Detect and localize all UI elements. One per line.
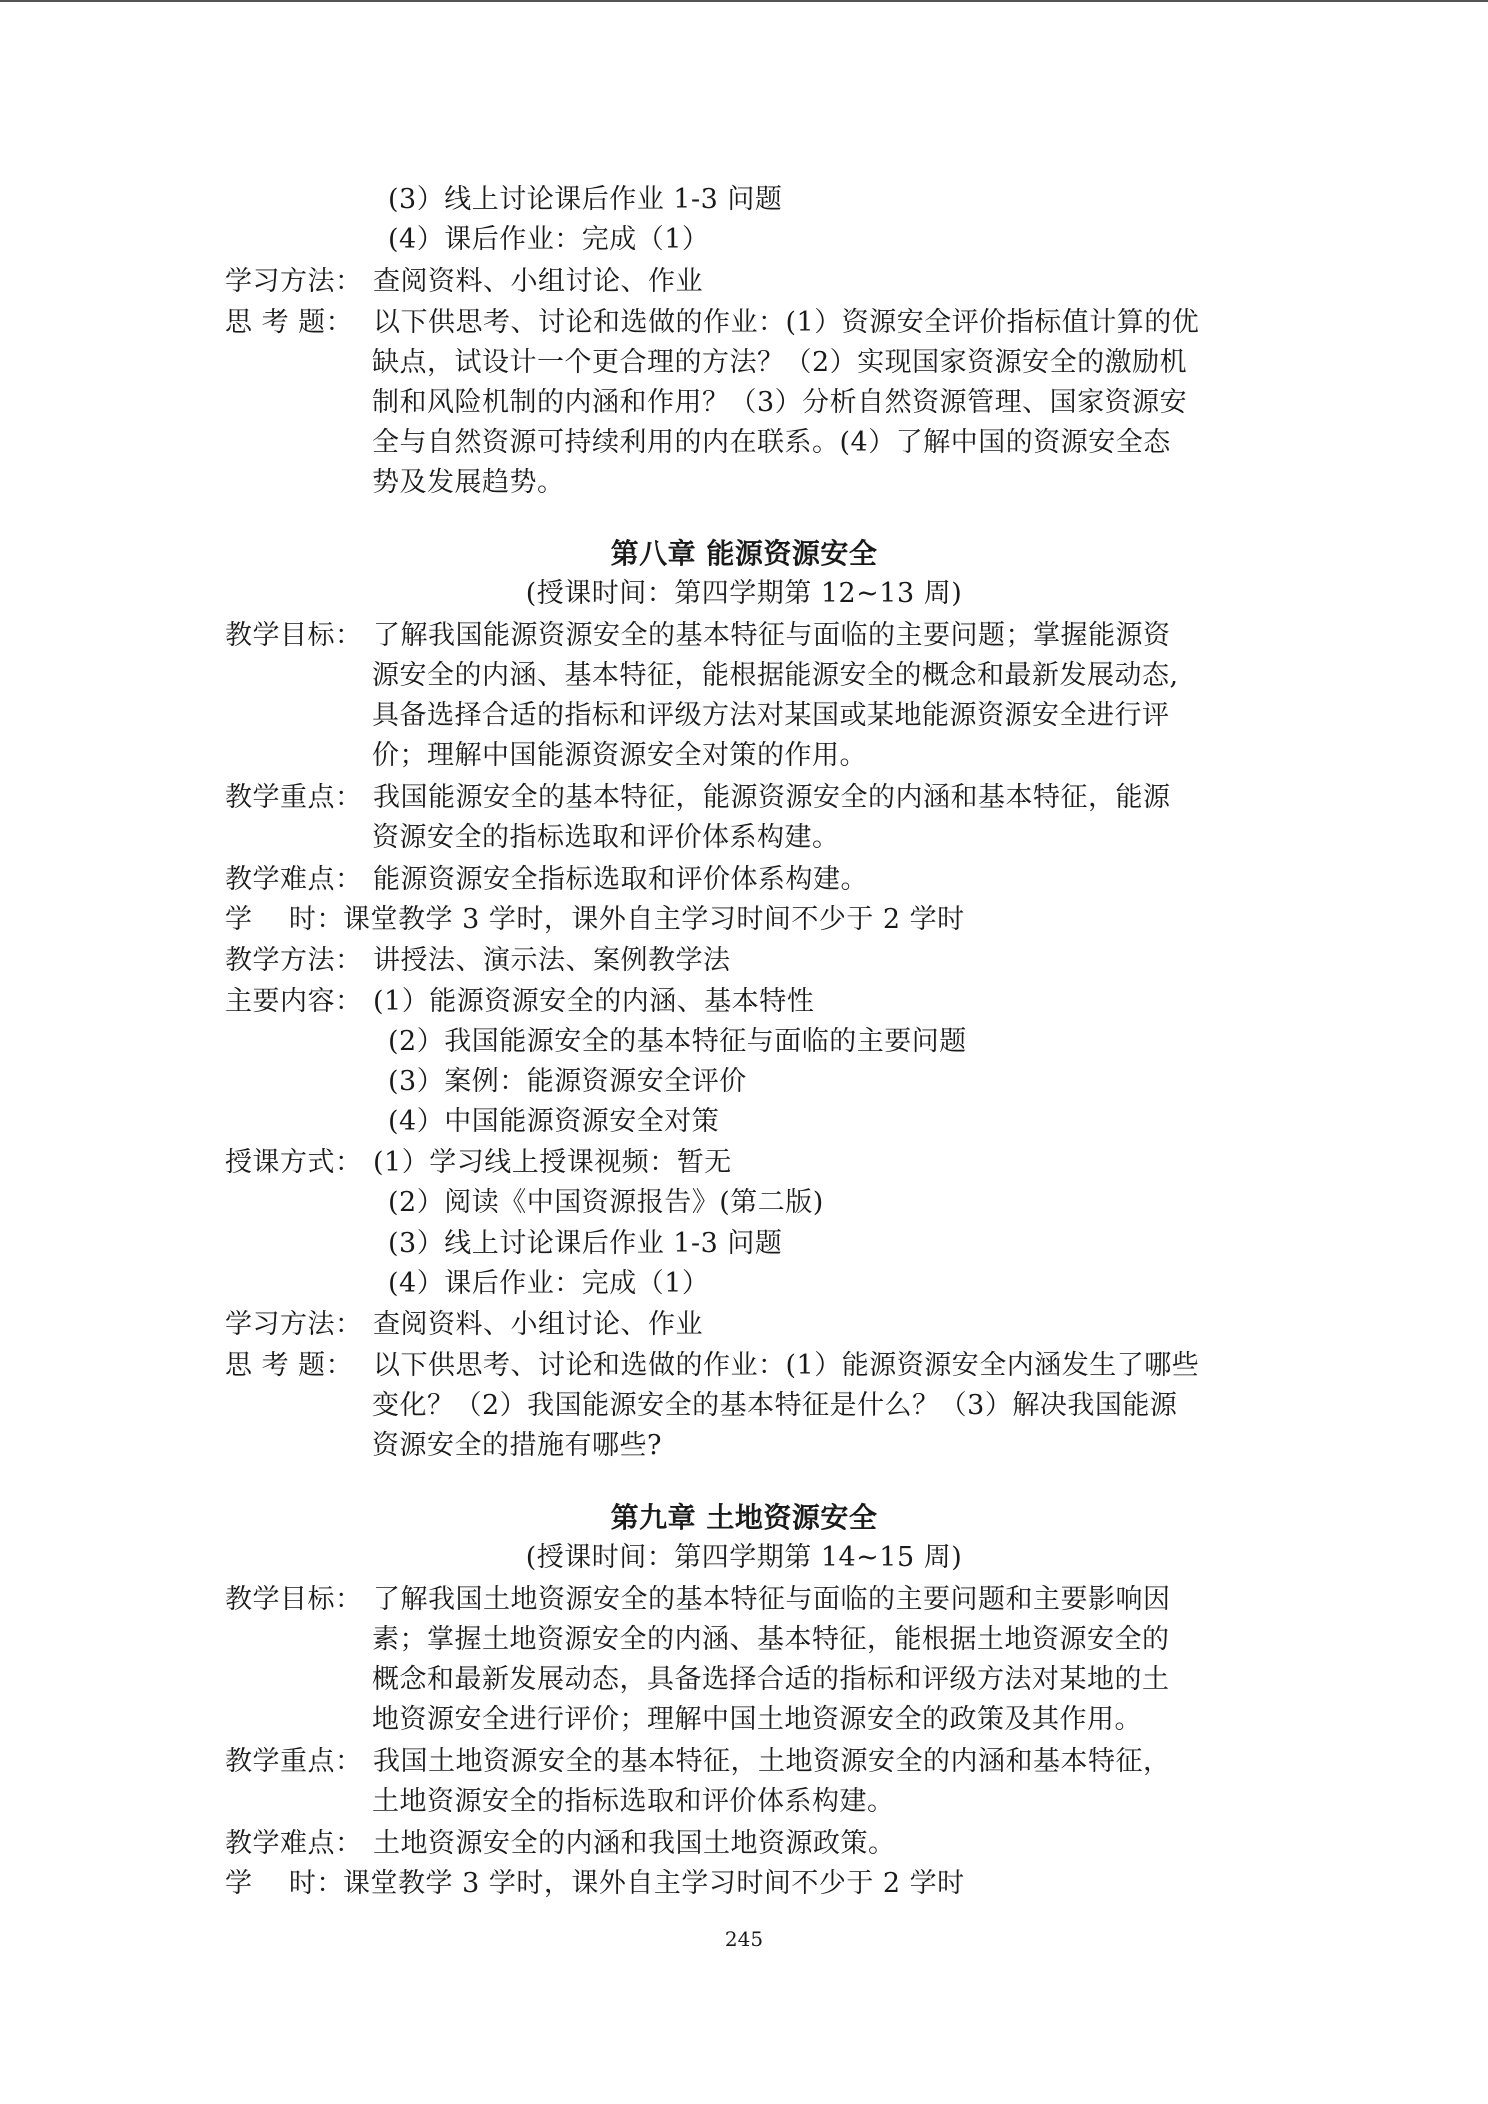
row-label: 学习方法： (225, 1309, 363, 1340)
hours-row (225, 900, 965, 940)
row-continuation: 价；理解中国能源资源安全对策的作用。 (372, 740, 867, 771)
row-continuation: 资源安全的措施有哪些? (372, 1430, 662, 1461)
list-item: (3）线上讨论课后作业 1-3 问题 (388, 1228, 783, 1259)
row-text: 我国土地资源安全的基本特征，土地资源安全的内涵和基本特征， (373, 1746, 1171, 1777)
row-text: 土地资源安全的内涵和我国土地资源政策。 (373, 1828, 896, 1859)
questions-row (225, 303, 1199, 343)
row-text: 以下供思考、讨论和选做的作业：(1）资源安全评价指标值计算的优 (373, 307, 1200, 338)
row-label: 授课方式： (225, 1147, 363, 1178)
row-continuation: 具备选择合适的指标和评级方法对某国或某地能源资源安全进行评 (372, 700, 1170, 731)
row-text: 了解我国能源资源安全的基本特征与面临的主要问题；掌握能源资 (373, 620, 1171, 651)
teaching-difficulty-row (225, 860, 868, 900)
row-text: 课堂教学 3 学时，课外自主学习时间不少于 2 学时 (343, 1868, 965, 1899)
learning-methods-row (225, 1305, 703, 1345)
row-text: 课堂教学 3 学时，课外自主学习时间不少于 2 学时 (343, 904, 965, 935)
row-label: 学 时： (225, 1868, 344, 1899)
teaching-key-row (225, 1742, 1171, 1782)
chapter-title: 第八章 能源资源安全 (610, 537, 878, 570)
page-number: 245 (724, 1927, 764, 1951)
row-continuation: 土地资源安全的指标选取和评价体系构建。 (372, 1786, 895, 1817)
list-item: (2）阅读《中国资源报告》(第二版) (388, 1187, 824, 1218)
row-text: 查阅资料、小组讨论、作业 (373, 1309, 703, 1340)
row-label: 教学难点： (225, 864, 363, 895)
chapter-schedule: (授课时间：第四学期第 12~13 周) (525, 578, 963, 609)
row-label: 主要内容： (225, 986, 363, 1017)
teaching-key-row (225, 778, 1171, 818)
row-label: 学习方法： (225, 266, 363, 297)
list-item: (4）课后作业：完成（1） (388, 224, 710, 255)
chapter-title: 第九章 土地资源安全 (610, 1501, 878, 1534)
row-continuation: 势及发展趋势。 (372, 467, 565, 498)
list-item: (4）课后作业：完成（1） (388, 1268, 710, 1299)
row-continuation: 缺点，试设计一个更合理的方法？（2）实现国家资源安全的激励机 (372, 347, 1188, 378)
row-label: 思 考 题： (225, 307, 354, 338)
row-text: (1）能源资源安全的内涵、基本特性 (373, 986, 815, 1017)
teaching-goal-row (225, 1580, 1171, 1620)
row-label: 教学难点： (225, 1828, 363, 1859)
learning-methods-row (225, 262, 703, 302)
row-continuation: 概念和最新发展动态，具备选择合适的指标和评级方法对某地的土 (372, 1664, 1170, 1695)
teaching-methods-row (225, 941, 731, 981)
row-continuation: 素；掌握土地资源安全的内涵、基本特征，能根据土地资源安全的 (372, 1624, 1170, 1655)
row-continuation: 资源安全的指标选取和评价体系构建。 (372, 822, 840, 853)
row-text: 以下供思考、讨论和选做的作业：(1）能源资源安全内涵发生了哪些 (373, 1350, 1200, 1381)
row-label: 教学方法： (225, 945, 363, 976)
row-text: 能源资源安全指标选取和评价体系构建。 (373, 864, 868, 895)
row-text: (1）学习线上授课视频：暂无 (373, 1147, 732, 1178)
row-label: 教学重点： (225, 782, 363, 813)
list-item: (3）案例：能源资源安全评价 (388, 1066, 747, 1097)
row-label: 教学目标： (225, 1584, 363, 1615)
list-item: (3）线上讨论课后作业 1-3 问题 (388, 184, 783, 215)
list-item: (4）中国能源资源安全对策 (388, 1106, 720, 1137)
row-text: 讲授法、演示法、案例教学法 (373, 945, 731, 976)
row-continuation: 源安全的内涵、基本特征，能根据能源安全的概念和最新发展动态, (372, 660, 1179, 691)
row-label: 学 时： (225, 904, 344, 935)
main-content-row (225, 982, 814, 1022)
row-text: 了解我国土地资源安全的基本特征与面临的主要问题和主要影响因 (373, 1584, 1171, 1615)
hours-row (225, 1864, 965, 1904)
row-continuation: 变化？（2）我国能源安全的基本特征是什么？（3）解决我国能源 (372, 1390, 1178, 1421)
delivery-mode-row (225, 1143, 732, 1183)
questions-row (225, 1346, 1199, 1386)
row-text: 我国能源安全的基本特征，能源资源安全的内涵和基本特征，能源 (373, 782, 1171, 813)
row-continuation: 制和风险机制的内涵和作用？（3）分析自然资源管理、国家资源安 (372, 387, 1188, 418)
row-continuation: 地资源安全进行评价；理解中国土地资源安全的政策及其作用。 (372, 1704, 1142, 1735)
list-item: (2）我国能源安全的基本特征与面临的主要问题 (388, 1026, 967, 1057)
chapter-schedule: (授课时间：第四学期第 14~15 周) (525, 1542, 963, 1573)
row-continuation: 全与自然资源可持续利用的内在联系。(4）了解中国的资源安全态 (372, 427, 1171, 458)
row-text: 查阅资料、小组讨论、作业 (373, 266, 703, 297)
row-label: 教学重点： (225, 1746, 363, 1777)
teaching-goal-row (225, 616, 1171, 656)
teaching-difficulty-row (225, 1824, 896, 1864)
row-label: 教学目标： (225, 620, 363, 651)
row-label: 思 考 题： (225, 1350, 354, 1381)
